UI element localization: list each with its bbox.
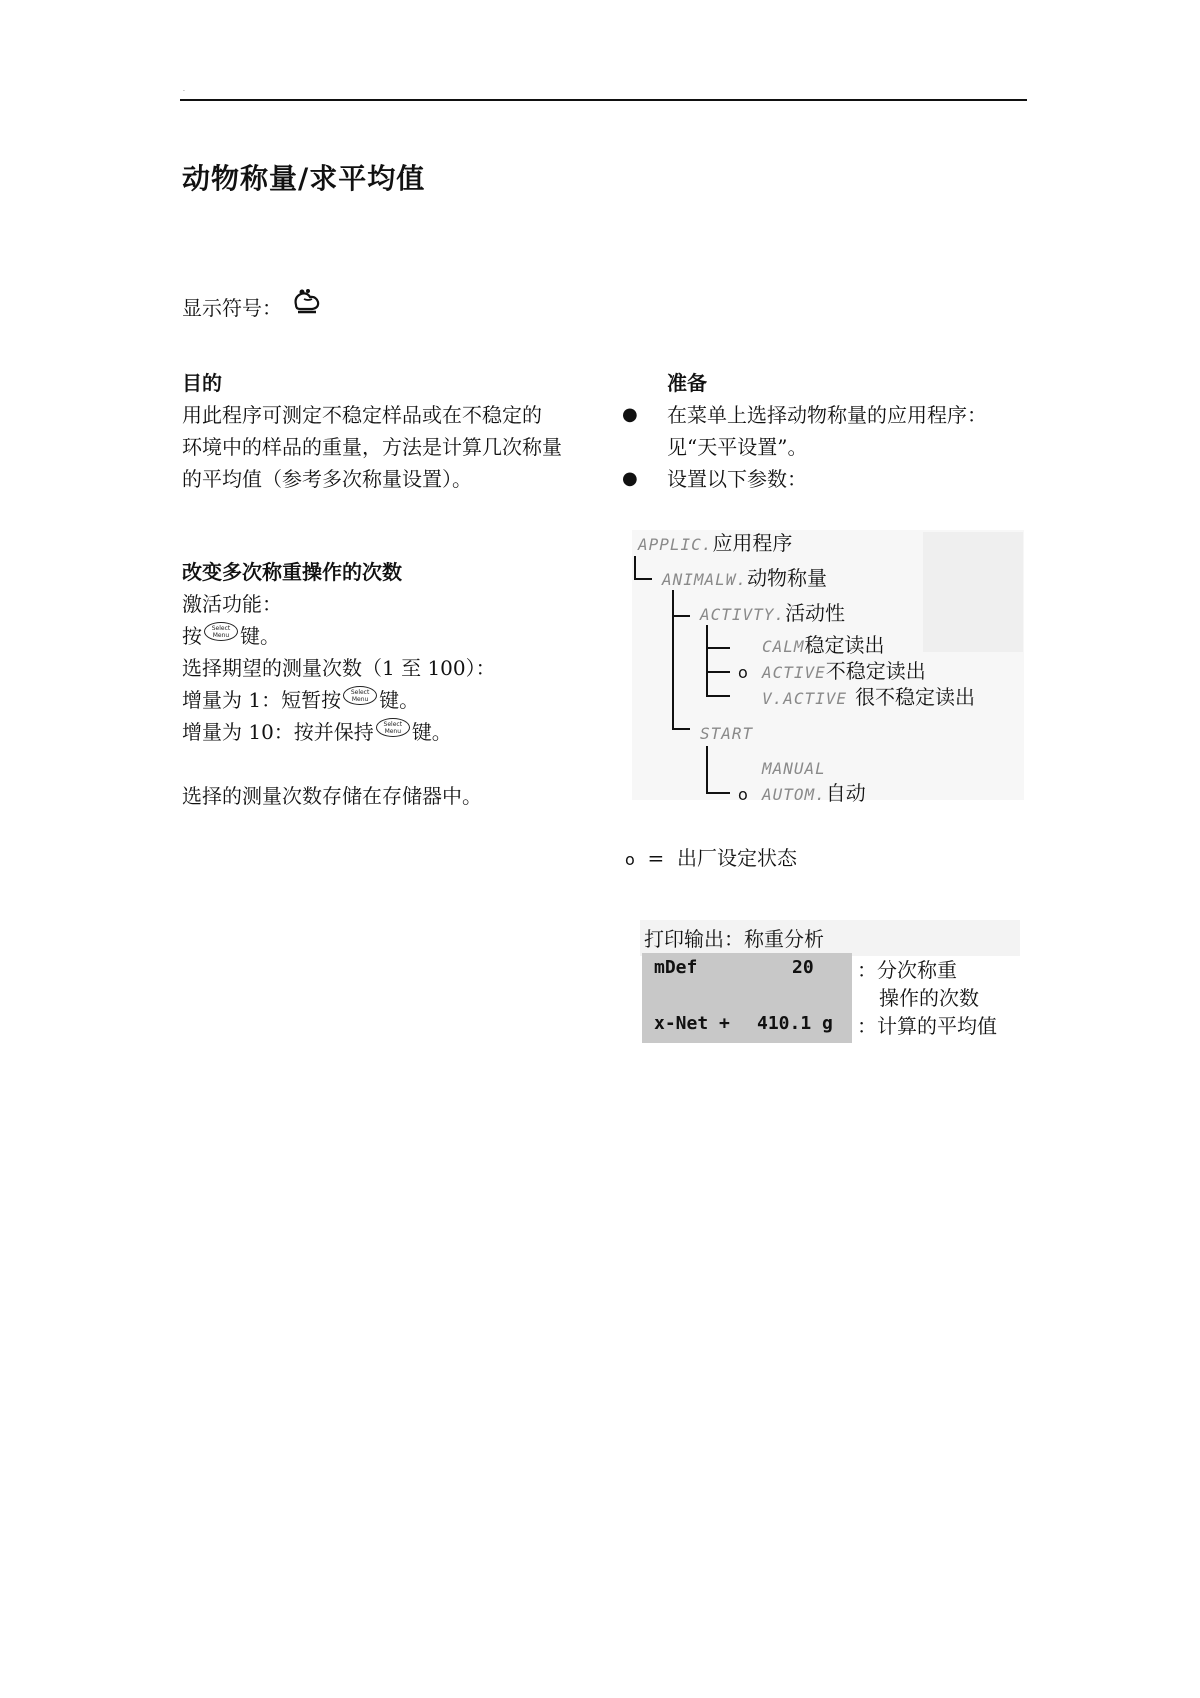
- tree-connector: [706, 625, 728, 695]
- press-key-line: [182, 620, 280, 652]
- prepare-item2: 设置以下参数：: [667, 467, 807, 491]
- stored-text: 选择的测量次数存储在存储器中。: [182, 784, 482, 808]
- default-marker-autom: o: [738, 785, 748, 804]
- printout-row1-key: mDef: [654, 957, 698, 978]
- tree-autom: [762, 780, 866, 808]
- default-marker-active: o: [738, 663, 748, 682]
- tree-calm: [762, 632, 885, 660]
- inc1-prefix: 增量为 1：短暂按: [182, 688, 342, 712]
- select-range-text: 选择期望的测量次数（1 至 100）：: [182, 656, 496, 680]
- active-code: ACTIVE: [762, 663, 826, 682]
- activity-label: 活动性: [785, 601, 846, 625]
- legend-marker: o: [625, 850, 635, 869]
- select-menu-key-icon: Select Menu: [204, 622, 238, 641]
- select-menu-key-icon: Select Menu: [376, 718, 410, 737]
- autom-label: 自动: [825, 781, 866, 805]
- prepare-item1-line2: 见“天平设置”。: [667, 435, 808, 459]
- tree-connector: [706, 792, 730, 794]
- inc10-suffix: 键。: [411, 720, 452, 744]
- tree-connector: [706, 647, 730, 649]
- bullet-1: ●: [622, 404, 638, 425]
- purpose-line-3: 的平均值（参考多次称量设置）。: [182, 467, 472, 491]
- printout-heading: 打印输出：称重分析: [644, 927, 824, 951]
- increment-10-line: [182, 716, 452, 748]
- page-title: 动物称量/求平均值: [182, 162, 426, 195]
- calm-label: 稳定读出: [804, 633, 885, 657]
- legend-eq: =: [647, 846, 665, 870]
- purpose-heading: 目的: [182, 371, 222, 395]
- printout-row1-value: 20: [792, 957, 814, 978]
- select-menu-key-icon: Select Menu: [343, 686, 377, 705]
- increment-1-line: [182, 684, 419, 716]
- animalw-label: 动物称量: [747, 566, 828, 590]
- printout-note2: ：计算的平均值: [857, 1014, 997, 1038]
- tree-start: [700, 716, 753, 750]
- active-label: 不稳定读出: [825, 659, 926, 683]
- printout-row2-value: 410.1 g: [757, 1013, 833, 1034]
- tree-connector: [706, 695, 730, 697]
- tree-connector: [672, 615, 690, 617]
- animalw-code: ANIMALW.: [662, 570, 748, 589]
- vactive-code: V.ACTIVE: [762, 689, 848, 708]
- prepare-heading: 准备: [667, 371, 707, 395]
- header-rule: [180, 99, 1027, 101]
- purpose-line-1: 用此程序可测定不稳定样品或在不稳定的: [182, 403, 542, 427]
- tree-vactive: [762, 684, 975, 712]
- activity-code: ACTIVTY.: [700, 605, 786, 624]
- autom-code: AUTOM.: [762, 785, 826, 804]
- tree-connector: [706, 746, 728, 792]
- manual-code: MANUAL: [762, 759, 826, 778]
- animal-weighing-icon: [292, 287, 322, 319]
- tree-connector: [706, 671, 730, 673]
- printout-note1-line2: 操作的次数: [879, 986, 979, 1010]
- press-suffix: 键。: [240, 624, 280, 648]
- vactive-label: 很不稳定读出: [855, 685, 976, 709]
- applic-code: APPLIC.: [638, 535, 713, 554]
- prepare-item1-line1: 在菜单上选择动物称量的应用程序：: [667, 403, 987, 427]
- legend-text: 出厂设定状态: [677, 846, 797, 870]
- symbol-label: 显示符号：: [182, 296, 282, 320]
- activate-text: 激活功能：: [182, 592, 282, 616]
- press-prefix: 按: [182, 624, 202, 648]
- applic-label: 应用程序: [712, 531, 793, 555]
- tree-connector: [672, 590, 692, 730]
- inc1-suffix: 键。: [379, 688, 420, 712]
- tree-active: [762, 658, 926, 686]
- calm-code: CALM: [762, 637, 805, 656]
- change-count-heading: 改变多次称重操作的次数: [182, 560, 402, 584]
- tree-connector: [634, 556, 652, 580]
- tree-connector: [672, 728, 690, 730]
- bullet-2: ●: [622, 468, 638, 489]
- inc10-prefix: 增量为 10：按并保持: [182, 720, 374, 744]
- tree-applic: [638, 527, 792, 561]
- factory-default-legend: [625, 842, 797, 876]
- menu-tree-shade: [923, 532, 1023, 652]
- printout-note1-line1: ：分次称重: [857, 958, 957, 982]
- purpose-line-2: 环境中的样品的重量，方法是计算几次称量: [182, 435, 562, 459]
- tree-manual: [762, 754, 826, 782]
- printout-row2-key: x-Net +: [654, 1013, 730, 1034]
- start-code: START: [700, 724, 754, 743]
- page-dot: .: [183, 86, 185, 93]
